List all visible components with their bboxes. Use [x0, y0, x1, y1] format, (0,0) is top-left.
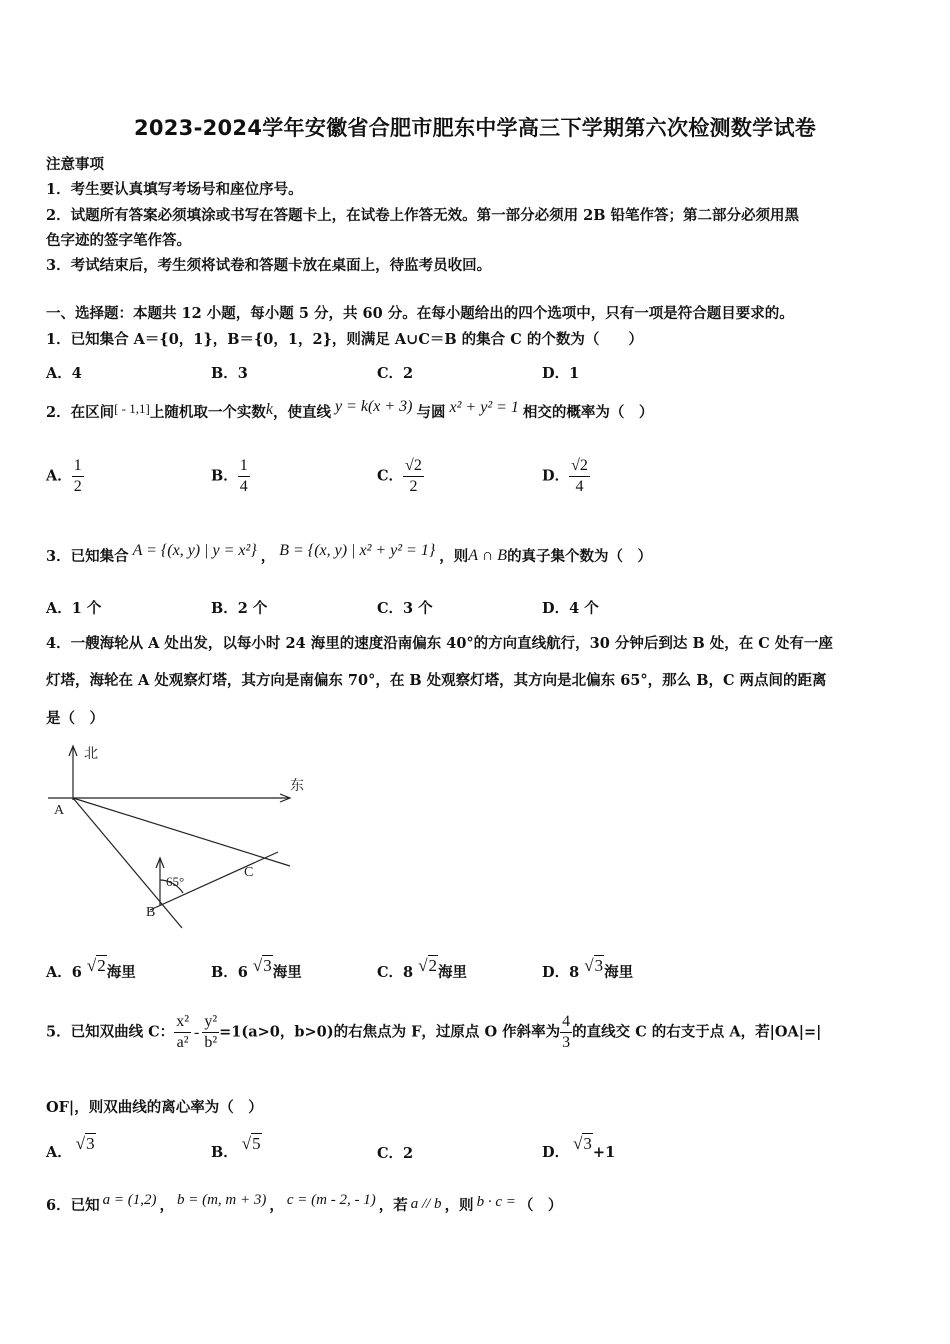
q5-option-label: A． [46, 1144, 72, 1161]
q1-option-d: D．1 [542, 365, 580, 382]
q2-text: 上随机取一个实数 [149, 404, 266, 421]
fraction-denominator: 2 [73, 478, 82, 495]
q3-text: ，则 [439, 548, 469, 565]
q4-unit: 海里 [438, 964, 468, 981]
question-4-line: 灯塔，海轮在 A 处观察灯塔，其方向是南偏东 70°，在 B 处观察灯塔，其方向是北偏东 65°，那么 B，C 两点间的距离 [46, 672, 827, 689]
q2-text: ，使直线 [272, 404, 331, 421]
fraction-denominator: 3 [562, 1034, 571, 1051]
notice-item: 色字迹的签字笔作答。 [46, 232, 191, 249]
q3-text: 3．已知集合 [46, 548, 129, 565]
q3-text: 的真子集个数为（ ） [507, 548, 653, 565]
radicand: 3 [594, 956, 604, 975]
q3-option-b: B．2 个 [211, 600, 268, 617]
notice-item: 3．考试结束后，考生须将试卷和答题卡放在桌面上，待监考员收回。 [46, 257, 492, 274]
q5-sqrt-d: √3 [573, 1134, 592, 1153]
q4-option-label: A．6 [46, 964, 82, 981]
q4-sqrt-b: √3 [252, 956, 272, 975]
q2-fraction-a [72, 456, 84, 497]
q4-option-label: C．8 [377, 964, 414, 981]
q2-option-b [211, 456, 250, 497]
q3-set-b: B = {(x, y) | x² + y² = 1} [279, 542, 436, 559]
q3-option-d: D．4 个 [542, 600, 599, 617]
q5-y-fraction [202, 1012, 219, 1053]
fraction-numerator: 1 [238, 456, 250, 477]
question-1-stem: 1．已知集合 A＝{0，1}，B＝{0，1，2}，则满足 A∪C＝B 的集合 C 的个数为（ ） [46, 331, 643, 348]
label-c: C [244, 865, 254, 880]
q2-fraction-c [403, 456, 424, 497]
q2-option-label: C． [377, 467, 404, 485]
q6-text: ，若 [378, 1197, 408, 1214]
q2-k: k [265, 401, 273, 418]
radicand: 5 [252, 1134, 261, 1153]
q4-sqrt-c: √2 [418, 956, 438, 975]
line-a-c [73, 798, 290, 866]
radicand: 2 [428, 956, 438, 975]
q5-text: =1(a>0，b>0)的右焦点为 F，过原点 O 作斜率为 [219, 1023, 561, 1041]
q3-option-a: A．1 个 [46, 600, 102, 617]
fraction-denominator: 4 [239, 478, 248, 495]
fraction-denominator: b² [204, 1034, 218, 1051]
q1-option-c: C．2 [377, 365, 414, 382]
q4-unit: 海里 [272, 964, 302, 981]
fraction-denominator: 2 [409, 478, 418, 495]
q5-minus: - [193, 1023, 200, 1041]
q2-circle-equation: x² + y² = 1 [449, 399, 519, 416]
q1-option-a: A．4 [46, 365, 82, 382]
q5-text: 的直线交 C 的右支于点 A，若|OA|=| [572, 1023, 822, 1041]
question-4-line: 是（ ） [46, 710, 104, 727]
q5-sqrt-b: √5 [241, 1134, 261, 1153]
q6-text: ， [269, 1197, 284, 1214]
q4-option-label: D．8 [542, 964, 580, 981]
question-3-stem [46, 542, 652, 566]
q5-option-a [46, 1134, 96, 1162]
q5-option-c: C．2 [377, 1145, 414, 1162]
question-2-stem [46, 398, 653, 422]
q1-option-b: B．3 [211, 365, 248, 382]
q4-option-a [46, 956, 136, 982]
q5-option-label: B． [211, 1144, 238, 1161]
question-5-line: OF|，则双曲线的离心率为（ ） [46, 1099, 263, 1116]
q2-fraction-b [238, 456, 250, 497]
question-4-line: 4．一艘海轮从 A 处出发，以每小时 24 海里的速度沿南偏东 40°的方向直线航行，30 分钟后到达 B 处，在 C 处有一座 [46, 635, 833, 652]
radicand: 3 [86, 1134, 95, 1153]
q3-option-c: C．3 个 [377, 600, 433, 617]
q3-set-a: A = {(x, y) | y = x²} [132, 542, 257, 559]
fraction-numerator: √2 [403, 456, 424, 477]
radicand: 3 [583, 1134, 592, 1153]
radicand: 3 [263, 956, 272, 975]
q5-option-b [211, 1134, 262, 1162]
fraction-numerator: 4 [560, 1012, 572, 1033]
q2-option-c [377, 456, 424, 497]
label-b: B [146, 905, 156, 920]
q2-text: 相交的概率为（ ） [522, 404, 654, 421]
fraction-numerator: 1 [72, 456, 84, 477]
q6-text: ，则 [444, 1197, 474, 1214]
line-a-b [73, 798, 185, 928]
q5-sqrt-a: √3 [75, 1134, 95, 1153]
q6-text: （ ） [518, 1197, 563, 1214]
q4-option-label: B．6 [211, 964, 248, 981]
q5-option-label: D． [542, 1144, 570, 1161]
q2-text: 与圆 [416, 404, 446, 421]
notice-heading: 注意事项 [46, 156, 104, 173]
q4-sqrt-a: √2 [86, 956, 106, 975]
q6-vector-b: b = (m, m + 3) [176, 1192, 267, 1208]
q3-text: ， [260, 548, 276, 565]
q2-option-label: A． [46, 467, 72, 485]
question-6-stem [46, 1192, 562, 1215]
q5-slope-fraction [560, 1012, 572, 1053]
page-title: 2023-2024学年安徽省合肥市肥东中学高三下学期第六次检测数学试卷 [133, 116, 817, 140]
q5-option-d-suffix: +1 [592, 1144, 616, 1161]
label-east: 东 [290, 779, 304, 794]
q4-sqrt-d: √3 [584, 956, 604, 975]
q2-text: 2．在区间 [46, 404, 115, 421]
q4-option-c [377, 956, 467, 982]
q4-navigation-figure [40, 738, 320, 938]
q2-interval: [ - 1,1] [114, 401, 150, 416]
section-heading: 一、选择题：本题共 12 小题，每小题 5 分，共 60 分。在每小题给出的四个选项中，只有一项是符合题目要求的。 [46, 305, 794, 322]
notice-item: 2．试题所有答案必须填涂或书写在答题卡上，在试卷上作答无效。第一部分必须用 2B 铅笔作答；第二部分必须用黑 [46, 207, 800, 224]
q2-option-d [542, 456, 590, 497]
q6-vector-c: c = (m - 2, - 1) [286, 1192, 376, 1208]
fraction-numerator: √2 [569, 456, 590, 477]
q2-line-equation: y = k(x + 3) [334, 398, 413, 415]
fraction-denominator: a² [176, 1034, 189, 1051]
label-a: A [54, 803, 65, 818]
label-angle: 65° [166, 874, 185, 889]
q4-unit: 海里 [106, 964, 136, 981]
label-north: 北 [84, 747, 98, 762]
q6-text: ， [159, 1197, 174, 1214]
q6-dot-product: b · c = [476, 1194, 516, 1210]
radicand: 2 [97, 956, 106, 975]
fraction-denominator: 4 [575, 478, 584, 495]
fraction-numerator: x² [174, 1012, 191, 1033]
question-5-stem [46, 1012, 821, 1053]
q6-vector-a: a = (1,2) [102, 1192, 157, 1208]
q5-text: 5．已知双曲线 C： [46, 1023, 175, 1041]
q3-intersection: A ∩ B [468, 547, 508, 564]
q4-unit: 海里 [604, 964, 634, 981]
q4-option-b [211, 956, 302, 982]
q5-x-fraction [174, 1012, 191, 1053]
q6-text: 6．已知 [46, 1197, 100, 1214]
notice-item: 1．考生要认真填写考场号和座位序号。 [46, 181, 303, 198]
q2-option-a [46, 456, 84, 497]
q2-fraction-d [569, 456, 590, 497]
q6-parallel: a // b [410, 1196, 442, 1212]
q4-option-d [542, 956, 633, 982]
q2-option-label: D． [542, 467, 570, 485]
q5-option-d [542, 1134, 615, 1162]
fraction-numerator: y² [202, 1012, 219, 1033]
q2-option-label: B． [211, 467, 238, 485]
